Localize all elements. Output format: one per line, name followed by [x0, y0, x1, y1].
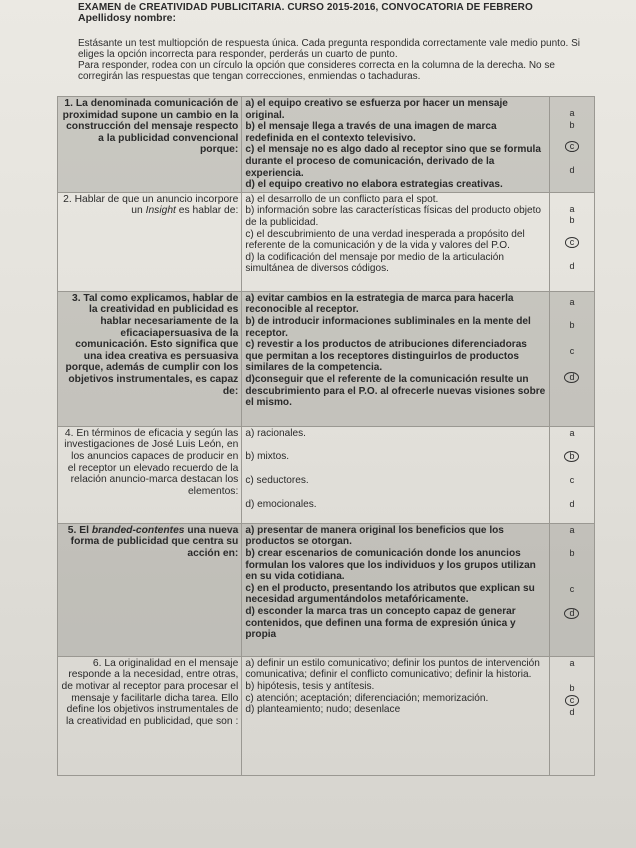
answer-6b[interactable]: b [569, 683, 575, 694]
answer-4a[interactable]: a [569, 427, 575, 438]
question-row-5 [58, 523, 595, 656]
question-3-options [242, 291, 550, 426]
selected-answer-circle: c [565, 237, 580, 248]
question-row-1 [58, 97, 595, 193]
instructions [78, 38, 580, 82]
option-6c: c) atención; aceptación; diferenciación; memorización. [245, 692, 489, 704]
option-5d: d) esconder la marca tras un concepto capaz de generar contenidos, que definen una forma de expresión única y propia [245, 605, 516, 641]
option-2a: a) el desarrollo de un conflicto para el spot. [245, 193, 439, 205]
answer-6c-circled[interactable] [553, 695, 591, 707]
answer-1b[interactable]: b [569, 119, 575, 130]
selected-answer-circle: d [564, 608, 579, 619]
instruction-line: Para responder, rodea con un círculo la opción que consideres correcta en la columna de la derecha. No se [78, 60, 555, 71]
option-4a: a) racionales. [245, 427, 306, 439]
answer-column-2 [549, 192, 594, 291]
question-1-text: 1. La denominada comunicación de proximidad supone un cambio en la construcción del mensaje respecto a la publicidad convencional porque: [58, 97, 242, 193]
answer-column-6 [549, 656, 594, 775]
answer-5c[interactable]: c [569, 583, 575, 594]
option-1d: d) el equipo creativo no elabora estrategias creativas. [245, 179, 503, 191]
option-1c: c) el mensaje no es algo dado al receptor sino que se formula durante el proceso de comunicación, derivado de la experiencia. [245, 144, 541, 179]
answer-3b[interactable]: b [569, 320, 575, 331]
selected-answer-circle: d [564, 372, 579, 383]
option-4c: c) seductores. [245, 474, 309, 486]
answer-2a[interactable]: a [569, 203, 575, 214]
answer-6a[interactable]: a [569, 657, 575, 668]
option-1a: a) el equipo creativo se esfuerza por hacer un mensaje original. [245, 98, 508, 121]
option-6a: a) definir un estilo comunicativo; definir los puntos de intervención comunicativa; definir el conflicto comunicativo; definir la historia. [245, 657, 540, 681]
option-6d: d) planteamiento; nudo; desenlace [245, 704, 401, 716]
question-2-text-insight: Insight [145, 205, 176, 217]
answer-column-4 [549, 426, 594, 523]
answer-2d[interactable]: d [569, 260, 575, 271]
answer-6d[interactable]: d [569, 706, 575, 717]
answer-4b-circled[interactable] [553, 451, 591, 463]
selected-answer-circle: c [565, 141, 580, 152]
question-5-options [242, 523, 550, 656]
question-row-2 [58, 192, 595, 291]
option-3c: c) revestir a los productos de atribuciones diferenciadoras que permitan a los receptores distinguirlos de productos similares de la competencia. [245, 339, 527, 374]
option-3d: d)conseguir que el referente de la comunicación resulte un descubrimiento para el P.O. al ofrecerle nuevas visiones sobre el mismo. [245, 373, 546, 409]
option-1b: b) el mensaje llega a través de una imagen de marca redefinida en el contexto televisivo. [245, 121, 497, 144]
answer-3d-circled[interactable] [553, 372, 591, 384]
question-3-text: 3. Tal como explicamos, hablar de la creatividad en publicidad es hablar necesariamente de la eficaciapersuasiva de la comunicación. Esto significa que una idea creativa es persuasiva porque, además de cumplir con los objetivos instrumentales, es capaz de: [58, 291, 242, 426]
option-2d: d) la codificación del mensaje por medio de la articulación simultánea de diversos códigos. [245, 251, 504, 275]
name-field-label: Apellidosy nombre: [78, 12, 177, 24]
option-4d: d) emocionales. [245, 498, 317, 510]
answer-5d-circled[interactable] [553, 608, 591, 620]
question-table [57, 96, 595, 776]
question-2-text-start: 2. Hablar de que un anuncio incorpore un [63, 193, 239, 217]
instruction-line: Estásante un test multiopción de respuesta única. Cada pregunta respondida correctamente vale medio punto. Si [78, 38, 580, 49]
answer-4d[interactable]: d [569, 498, 575, 509]
answer-column-1 [549, 97, 594, 193]
question-row-3 [58, 291, 595, 426]
answer-3a[interactable]: a [569, 296, 575, 307]
instruction-line: eliges la opción incorrecta para responder, perderás un cuarto de punto. [78, 49, 398, 60]
question-5-text-start: 5. El [67, 524, 92, 536]
answer-1a[interactable]: a [569, 108, 575, 118]
selected-answer-circle: b [564, 451, 579, 462]
selected-answer-circle: c [565, 695, 580, 706]
question-4-text: 4. En términos de eficacia y según las investigaciones de José Luis León, en los anuncios capaces de producir en el receptor un elevado recuerdo de la relación anuncio-marca destacan los elementos: [58, 426, 242, 523]
option-3b: b) de introducir informaciones subliminales en la mente del receptor. [245, 315, 531, 339]
answer-5b[interactable]: b [569, 548, 575, 559]
answer-4c[interactable]: c [569, 474, 575, 485]
answer-column-3 [549, 291, 594, 426]
option-5a: a) presentar de manera original los beneficios que los productos se otorgan. [245, 524, 504, 548]
question-2-text [58, 192, 242, 291]
answer-2c-circled[interactable] [553, 237, 591, 249]
question-1-options [242, 97, 550, 193]
option-2b: b) información sobre las características físicas del producto objeto de la publicidad. [245, 205, 541, 228]
question-6-text: 6. La originalidad en el mensaje responde a la necesidad, entre otras, de motivar al receptor para procesar el mensaje y facilitarle dicha tarea. Ello define los objetivos instrumentales de la creatividad en publicidad, que son : [58, 656, 242, 775]
option-6b: b) hipótesis, tesis y antítesis. [245, 680, 375, 692]
option-5c: c) en el producto, presentando los atributos que explican su necesidad argumentándolos metafóricamente. [245, 582, 535, 606]
question-5-text-branded: branded-contentes [91, 524, 185, 536]
question-4-options [242, 426, 550, 523]
question-5-text [58, 523, 242, 656]
answer-3c[interactable]: c [569, 345, 575, 356]
option-3a: a) evitar cambios en la estrategia de marca para hacerla reconocible al receptor. [245, 292, 514, 316]
answer-column-5 [549, 523, 594, 656]
question-5-text-end: una nueva forma de publicidad que centra su acción en: [70, 524, 239, 559]
option-4b: b) mixtos. [245, 451, 290, 463]
answer-1c-circled[interactable] [553, 141, 591, 153]
question-2-text-end: es hablar de: [175, 205, 239, 217]
exam-title: EXAMEN de CREATIVIDAD PUBLICITARIA. CURSO 2015-2016, CONVOCATORIA DE FEBRERO [78, 2, 533, 13]
answer-2b[interactable]: b [569, 215, 575, 226]
question-2-options [242, 192, 550, 291]
option-5b: b) crear escenarios de comunicación donde los anuncios formulan los valores que los individuos y los grupos utilizan en su vida cotidiana. [245, 547, 536, 583]
instruction-line: corregirán las respuestas que tengan correcciones, enmiendas o tachaduras. [78, 71, 421, 82]
question-row-6 [58, 656, 595, 775]
answer-5a[interactable]: a [569, 524, 575, 535]
question-row-4 [58, 426, 595, 523]
option-2c: c) el descubrimiento de una verdad inesperada a propósito del referente de la comunicación y de la vida y valores del P.O. [245, 228, 525, 252]
answer-1d[interactable]: d [569, 164, 575, 175]
question-6-options [242, 656, 550, 775]
